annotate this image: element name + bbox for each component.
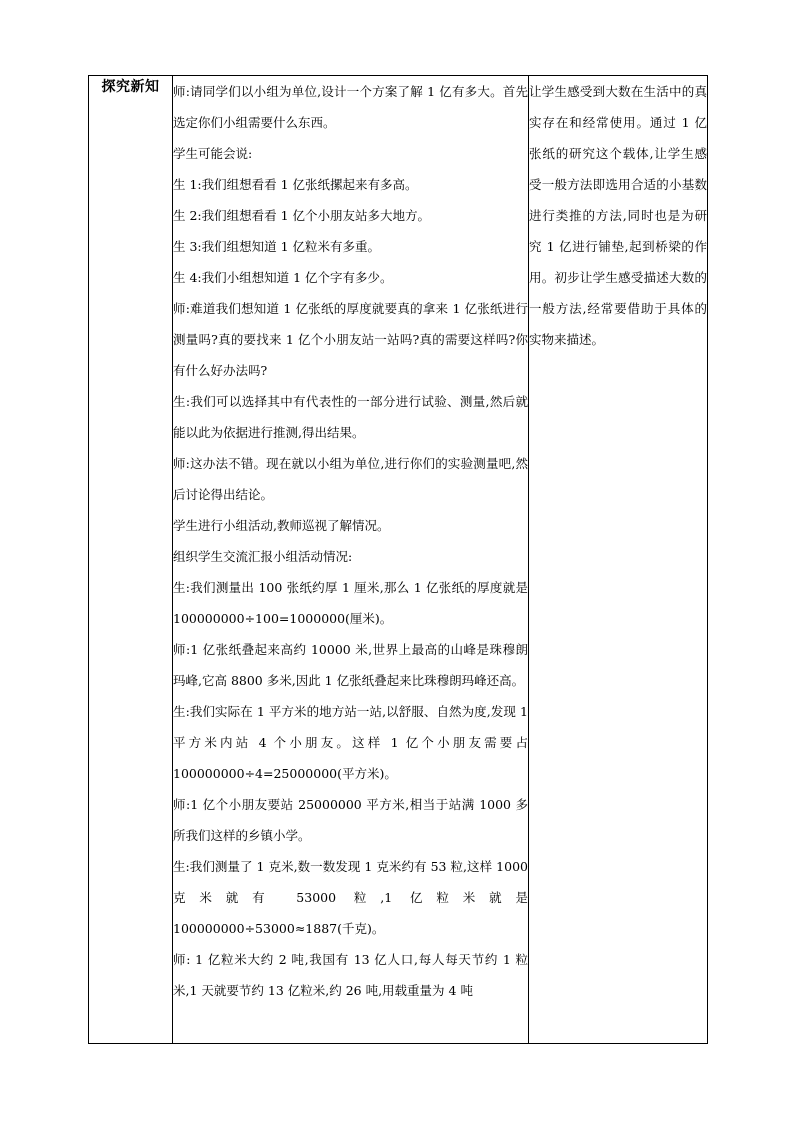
process-paragraph: 师:1 亿张纸叠起来高约 10000 米,世界上最高的山峰是珠穆朗玛峰,它高 8800 多米,因此 1 亿张纸叠起来比珠穆朗玛峰还高。 [173,642,528,688]
process-paragraph: 生:我们实际在 1 平方米的地方站一站,以舒服、自然为度,发现 1 平方米内站 4 个小朋友。这样 1 亿个小朋友需要占 100000000÷4=25000000(平方米)。 [173,704,528,781]
process-paragraph: 生 2:我们组想看看 1 亿个小朋友站多大地方。 [173,208,431,223]
process-paragraph: 生 4:我们小组想知道 1 亿个字有多少。 [173,270,393,285]
process-paragraph: 生 1:我们组想看看 1 亿张纸摞起来有多高。 [173,177,418,192]
process-paragraph: 师: 1 亿粒米大约 2 吨,我国有 13 亿人口,每人每天节约 1 粒米,1 天就要节约 13 亿粒米,约 26 吨,用载重量为 4 吨 [173,952,528,998]
process-paragraph: 学生进行小组活动,教师巡视了解情况。 [173,518,390,533]
design-intent-cell [529,76,708,1044]
design-intent-text: 让学生感受到大数在生活中的真实存在和经常使用。通过 1 亿张纸的研究这个载体,让学生感受一般方法即选用合适的小基数进行类推的方法,同时也是为研究 1 亿进行铺垫,起到桥梁的作用。初步让学生感受描述大数的一般方法,经常要借助于具体的实物来描述。 [529,84,707,347]
stage-label: 探究新知 [89,76,173,1044]
teaching-process-cell [173,76,529,1044]
process-paragraph: 师:难道我们想知道 1 亿张纸的厚度就要真的拿来 1 亿张纸进行测量吗?真的要找来 1 亿个小朋友站一站吗?真的需要这样吗?你有什么好办法吗? [173,301,528,378]
table-row [89,76,708,1044]
process-paragraph: 生 3:我们组想知道 1 亿粒米有多重。 [173,239,381,254]
process-paragraph: 师:1 亿个小朋友要站 25000000 平方米,相当于站满 1000 多所我们这样的乡镇小学。 [173,797,528,843]
process-paragraph: 生:我们测量出 100 张纸约厚 1 厘米,那么 1 亿张纸的厚度就是 100000000÷100=1000000(厘米)。 [173,580,528,626]
process-paragraph: 师:这办法不错。现在就以小组为单位,进行你们的实验测量吧,然后讨论得出结论。 [173,456,528,502]
process-paragraph: 师:请同学们以小组为单位,设计一个方案了解 1 亿有多大。首先选定你们小组需要什么东西。 [173,84,528,130]
process-paragraph: 学生可能会说: [173,146,253,161]
process-paragraph: 组织学生交流汇报小组活动情况: [173,549,353,564]
process-paragraph: 生:我们测量了 1 克米,数一数发现 1 克米约有 53 粒,这样 1000 克米就有 53000 粒,1 亿粒米就是 100000000÷53000≈1887(千克)。 [173,859,528,936]
process-paragraph: 生:我们可以选择其中有代表性的一部分进行试验、测量,然后就能以此为依据进行推测,得出结果。 [173,394,528,440]
lesson-plan-table [88,75,708,1044]
